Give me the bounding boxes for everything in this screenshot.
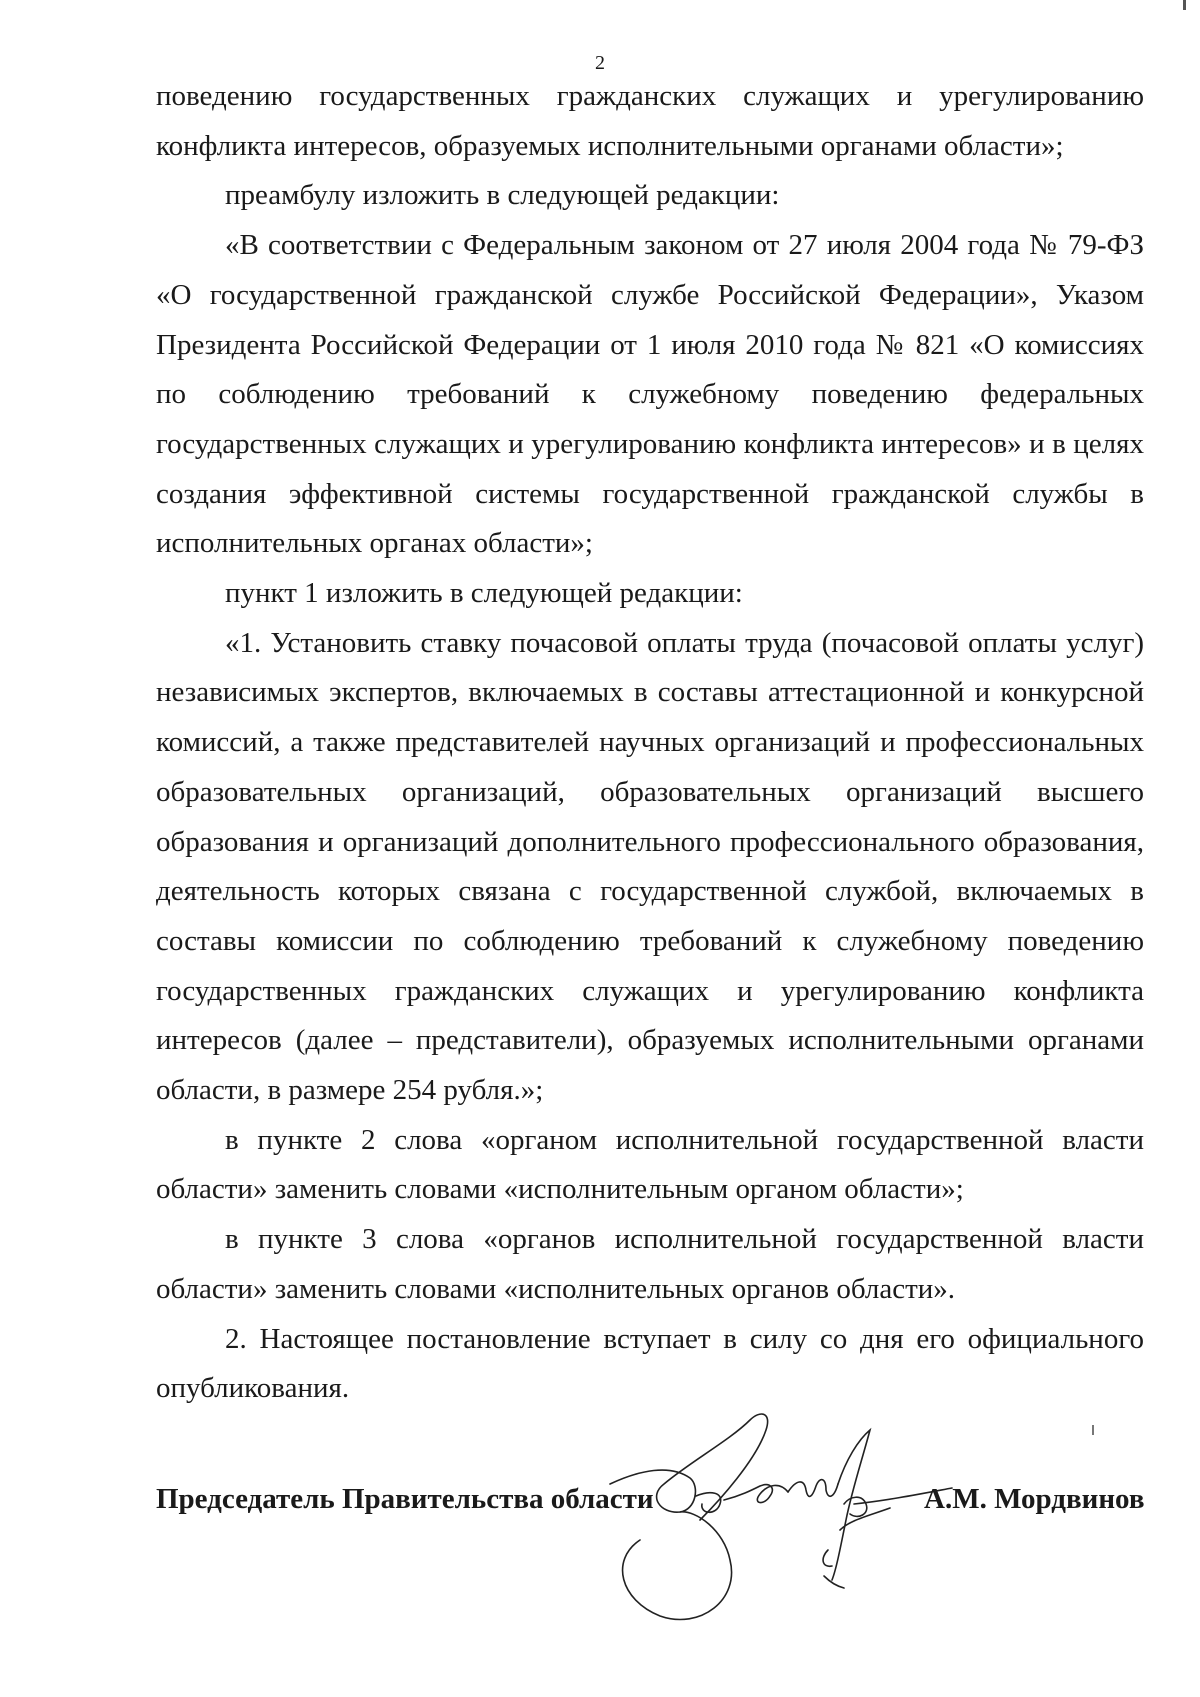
paragraph: «1. Установить ставку почасовой оплаты труда (почасовой оплаты услуг) независимых экспертов, включаемых в составы аттестационной и конкурсной комиссий, а также представителей научных организаций и профессиональных образовательных организаций, образовательных организаций высшего образования и организаций дополнительного профессионального образования, деятельность которых связана с государственной службой, включаемых в составы комиссии по соблюдению требований к служебному поведению государственных гражданских служащих и урегулированию конфликта интересов (далее – представители), образуемых исполнительными органами области, в размере 254 рубля.»; (156, 626, 1144, 1107)
scan-mark (1183, 0, 1186, 10)
signatory-title: Председатель Правительства области (156, 1483, 654, 1515)
signatory-name: А.М. Мордвинов (924, 1483, 1145, 1515)
paragraph: 2. Настоящее постановление вступает в силу со дня его официального опубликования. (156, 1322, 1144, 1405)
paragraph: преамбулу изложить в следующей редакции: (225, 179, 780, 212)
paragraph: в пункте 2 слова «органом исполнительной государственной власти области» заменить словами «исполнительным органом области»; (156, 1123, 1144, 1206)
page-number: 2 (595, 52, 605, 74)
paragraph: «В соответствии с Федеральным законом от 27 июля 2004 года № 79-ФЗ «О государственной гражданской службе Российской Федерации», Указом Президента Российской Федерации от 1 июля 2010 года № 821 «О комиссиях по соблюдению требований к служебному поведению федеральных государственных служащих и урегулированию конфликта интересов» и в целях создания эффективной системы государственной гражданской службы в исполнительных органах области»; (156, 229, 1144, 560)
scan-mark (1092, 1425, 1094, 1435)
paragraph: поведению государственных гражданских служащих и урегулированию конфликта интересов, образуемых исполнительными органами области»; (156, 80, 1144, 162)
document-body (156, 72, 1144, 1414)
handwritten-signature (600, 1400, 960, 1640)
paragraph: в пункте 3 слова «органов исполнительной государственной власти области» заменить словами «исполнительных органов области». (156, 1223, 1144, 1305)
paragraph: пункт 1 изложить в следующей редакции: (225, 577, 743, 610)
